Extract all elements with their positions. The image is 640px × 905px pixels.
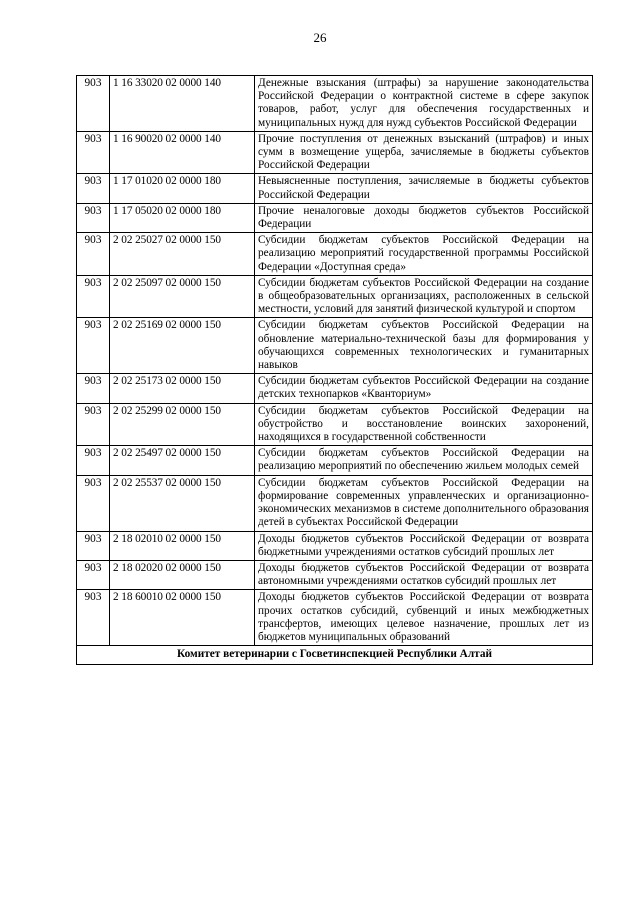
description-cell: Доходы бюджетов субъектов Российской Федерации от возврата автономными учреждениями остатков субсидий прошлых лет [255, 560, 593, 589]
table-row [77, 275, 593, 318]
budget-code-cell: 2 18 02020 02 0000 150 [110, 560, 255, 589]
budget-code-cell: 2 02 25027 02 0000 150 [110, 233, 255, 276]
description-cell: Субсидии бюджетам субъектов Российской Федерации на обновление материально-технической базы для формирования у обучающихся современных технологических и гуманитарных навыков [255, 318, 593, 374]
admin-code-cell: 903 [77, 275, 110, 318]
budget-code-cell: 2 02 25173 02 0000 150 [110, 374, 255, 403]
revenue-code-table [76, 75, 593, 665]
table-row [77, 446, 593, 475]
description-cell: Субсидии бюджетам субъектов Российской Федерации на создание в общеобразовательных организациях, расположенных в сельской местности, условий для занятий физической культурой и спортом [255, 275, 593, 318]
section-header-row [77, 646, 593, 665]
table-row [77, 560, 593, 589]
table-row [77, 374, 593, 403]
budget-code-cell: 1 17 05020 02 0000 180 [110, 203, 255, 232]
admin-code-cell: 903 [77, 233, 110, 276]
budget-code-cell: 2 02 25299 02 0000 150 [110, 403, 255, 446]
table-row [77, 475, 593, 531]
table-row [77, 590, 593, 646]
budget-code-cell: 1 17 01020 02 0000 180 [110, 174, 255, 203]
admin-code-cell: 903 [77, 446, 110, 475]
description-cell: Доходы бюджетов субъектов Российской Федерации от возврата прочих остатков субсидий, субвенций и иных межбюджетных трансфертов, имеющих целевое назначение, прошлых лет из бюджетов муниципальных образований [255, 590, 593, 646]
description-cell: Невыясненные поступления, зачисляемые в бюджеты субъектов Российской Федерации [255, 174, 593, 203]
description-cell: Субсидии бюджетам субъектов Российской Федерации на формирование современных управленческих и организационно-экономических механизмов в системе дополнительного образования детей в субъектах Российской Федерации [255, 475, 593, 531]
admin-code-cell: 903 [77, 131, 110, 174]
admin-code-cell: 903 [77, 174, 110, 203]
description-cell: Доходы бюджетов субъектов Российской Федерации от возврата бюджетными учреждениями остатков субсидий прошлых лет [255, 531, 593, 560]
description-cell: Субсидии бюджетам субъектов Российской Федерации на реализацию мероприятий по обеспечению жильем молодых семей [255, 446, 593, 475]
table-row [77, 131, 593, 174]
description-cell: Прочие неналоговые доходы бюджетов субъектов Российской Федерации [255, 203, 593, 232]
budget-code-cell: 1 16 33020 02 0000 140 [110, 76, 255, 132]
admin-code-cell: 903 [77, 203, 110, 232]
description-cell: Субсидии бюджетам субъектов Российской Федерации на обустройство и восстановление воинских захоронений, находящихся в государственной собственности [255, 403, 593, 446]
budget-code-cell: 2 18 60010 02 0000 150 [110, 590, 255, 646]
admin-code-cell: 903 [77, 374, 110, 403]
admin-code-cell: 903 [77, 318, 110, 374]
admin-code-cell: 903 [77, 590, 110, 646]
description-cell: Прочие поступления от денежных взысканий (штрафов) и иных сумм в возмещение ущерба, зачисляемые в бюджеты субъектов Российской Федерации [255, 131, 593, 174]
budget-code-cell: 2 02 25097 02 0000 150 [110, 275, 255, 318]
table-row [77, 76, 593, 132]
section-title: Комитет ветеринарии с Госветинспекцией Республики Алтай [77, 646, 593, 665]
table-row [77, 318, 593, 374]
budget-code-cell: 2 18 02010 02 0000 150 [110, 531, 255, 560]
table-row [77, 531, 593, 560]
table-row [77, 233, 593, 276]
description-cell: Субсидии бюджетам субъектов Российской Федерации на реализацию мероприятий государственной программы Российской Федерации «Доступная среда» [255, 233, 593, 276]
admin-code-cell: 903 [77, 531, 110, 560]
admin-code-cell: 903 [77, 403, 110, 446]
description-cell: Субсидии бюджетам субъектов Российской Федерации на создание детских технопарков «Кванториум» [255, 374, 593, 403]
table-row [77, 174, 593, 203]
budget-code-cell: 2 02 25169 02 0000 150 [110, 318, 255, 374]
budget-code-cell: 1 16 90020 02 0000 140 [110, 131, 255, 174]
table-row [77, 203, 593, 232]
page-number: 26 [313, 30, 327, 45]
description-cell: Денежные взыскания (штрафы) за нарушение законодательства Российской Федерации о контрактной системе в сфере закупок товаров, работ, услуг для обеспечения государственных и муниципальных нужд для нужд субъектов Российской Федерации [255, 76, 593, 132]
admin-code-cell: 903 [77, 76, 110, 132]
admin-code-cell: 903 [77, 560, 110, 589]
table-row [77, 403, 593, 446]
table-body [77, 76, 593, 665]
budget-code-cell: 2 02 25537 02 0000 150 [110, 475, 255, 531]
admin-code-cell: 903 [77, 475, 110, 531]
budget-code-cell: 2 02 25497 02 0000 150 [110, 446, 255, 475]
